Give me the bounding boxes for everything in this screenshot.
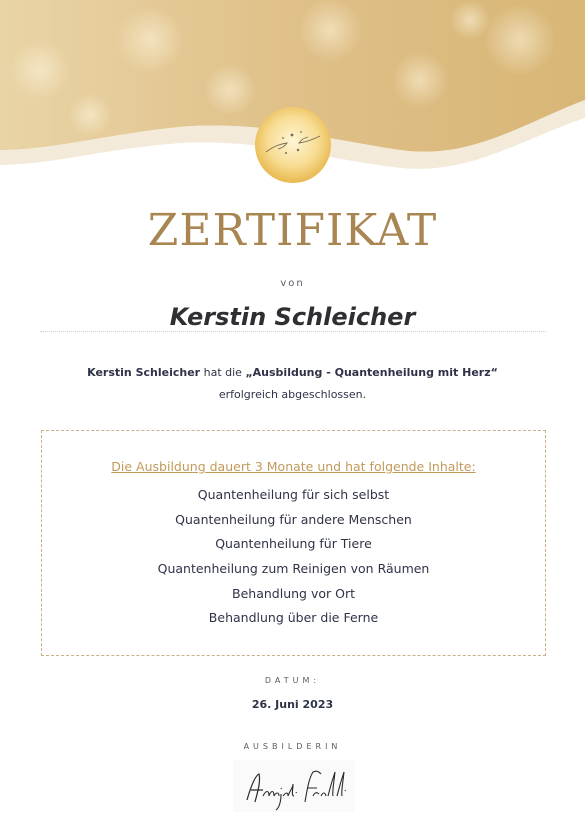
statement-course-name: „Ausbildung - Quantenheilung mit Herz“ xyxy=(245,366,498,379)
trainer-signature xyxy=(233,760,355,812)
course-content-box xyxy=(41,430,546,656)
list-item: Quantenheilung für sich selbst xyxy=(197,487,390,502)
course-content-list xyxy=(42,483,545,631)
trainer-label: AUSBILDERIN xyxy=(243,742,342,751)
statement-has-text: hat die xyxy=(203,366,242,379)
statement-recipient-name: Kerstin Schleicher xyxy=(87,366,201,379)
hands-with-sparkles-emblem-icon xyxy=(254,106,332,184)
course-content-heading: Die Ausbildung dauert 3 Monate und hat folgende Inhalte: xyxy=(111,459,476,474)
list-item: Quantenheilung für andere Menschen xyxy=(175,511,412,527)
recipient-name: Kerstin Schleicher xyxy=(169,303,416,331)
date-label: DATUM: xyxy=(264,676,321,685)
certificate-title: ZERTIFIKAT xyxy=(147,205,438,256)
completion-statement xyxy=(0,362,585,406)
list-item: Quantenheilung für Tiere xyxy=(215,536,372,552)
list-item: Behandlung vor Ort xyxy=(232,585,355,601)
name-underline-divider xyxy=(40,331,546,332)
by-label: von xyxy=(280,278,305,289)
list-item: Behandlung über die Ferne xyxy=(208,610,379,626)
date-value: 26. Juni 2023 xyxy=(251,698,334,711)
list-item: Quantenheilung zum Reinigen von Räumen xyxy=(157,561,430,577)
statement-completed-text: erfolgreich abgeschlossen. xyxy=(218,388,367,401)
